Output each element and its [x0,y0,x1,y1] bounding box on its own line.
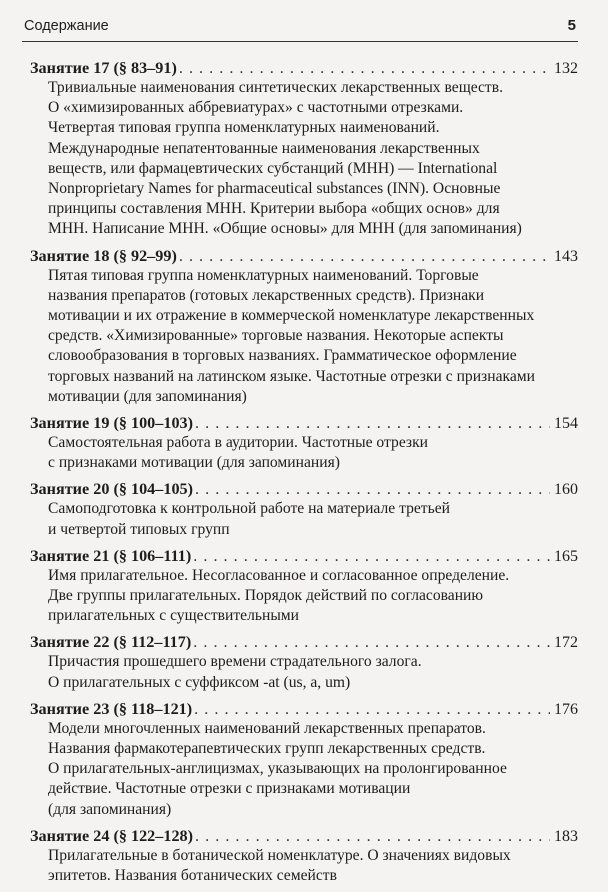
dot-leader [194,699,550,719]
toc-entry-heading [30,699,578,719]
toc-entry-heading [30,413,578,433]
description-line: Причастия прошедшего времени страдательного залога. [48,653,422,671]
running-head-title: Содержание [24,18,109,34]
toc-entry [30,246,578,407]
description-line: (для запоминания) [48,800,172,818]
description-line: Nonproprietary Names for pharmaceutical substances (INN). Основные [48,180,501,198]
lesson-title: Занятие 22 (§ 112–117) [30,633,192,652]
toc-entry [30,479,578,539]
dot-leader [195,479,550,499]
lesson-title: Занятие 19 (§ 100–103) [30,414,194,433]
lesson-page-number: 160 [554,481,578,499]
lesson-page-number: 165 [554,547,578,565]
lesson-page-number: 183 [554,827,578,845]
lesson-page-number: 154 [554,415,578,433]
lesson-page-number: 143 [554,247,578,265]
page-number: 5 [567,17,576,34]
description-line: названия препаратов (готовых лекарственных средств). Признаки [48,286,485,304]
description-line: Самостоятельная работа в аудитории. Частотные отрезки [48,434,429,452]
header-rule [22,41,578,42]
toc-entry [30,632,578,692]
description-line: Модели многочленных наименований лекарственных препаратов. [48,719,486,737]
toc-entry-heading [30,246,578,266]
lesson-title: Занятие 23 (§ 118–121) [30,699,193,718]
description-line: Названия фармакотерапевтических групп лекарственных средств. [48,740,486,758]
lesson-title: Занятие 20 (§ 104–105) [30,480,194,499]
dot-leader [179,58,550,78]
lesson-title: Занятие 21 (§ 106–111) [30,546,192,565]
toc-entry [30,58,578,240]
lesson-description [48,78,548,240]
description-line: торговых названий на латинском языке. Частотные отрезки с признаками [48,367,535,385]
running-head [22,14,578,40]
toc-entry-heading [30,632,578,652]
lesson-page-number: 132 [554,60,578,77]
description-line: МНН. Написание МНН. «Общие основы» для МНН (для запоминания) [48,220,522,238]
toc-entry-heading [30,479,578,499]
description-line: Самоподготовка к контрольной работе на материале третьей [48,500,450,518]
lesson-title: Занятие 24 (§ 122–128) [30,826,194,845]
lesson-page-number: 172 [554,634,578,652]
toc-entry-heading [30,58,578,78]
description-line: мотивации (для запоминания) [48,387,247,405]
description-line: принципы составления МНН. Критерии выбора «общих основ» для [48,200,500,218]
toc-entry-heading [30,546,578,566]
toc-entry-heading [30,826,578,846]
lesson-description [48,719,548,820]
description-line: Четвертая типовая группа номенклатурных наименований. [48,119,440,137]
dot-leader [193,632,550,652]
toc-entry [30,546,578,627]
lesson-description [48,266,548,407]
description-line: прилагательных с существительными [48,607,300,625]
description-line: веществ, или фармацевтических субстанций (МНН) — International [48,159,498,177]
description-line: с признаками мотивации (для запоминания) [48,454,340,472]
description-line: средств. «Химизированные» торговые названия. Некоторые аспекты [48,327,504,345]
lesson-title: Занятие 18 (§ 92–99) [30,246,177,265]
lesson-description [48,566,548,627]
dot-leader [195,413,550,433]
toc-entry [30,413,578,473]
description-line: Имя прилагательное. Несогласованное и согласованное определение. [48,566,510,584]
table-of-contents [30,58,578,892]
description-line: Прилагательные в ботанической номенклатуре. О значениях видовых [48,846,511,864]
description-line: О прилагательных с суффиксом -at (us, a, um) [48,673,351,691]
lesson-description [48,846,548,886]
lesson-description [48,652,548,692]
lesson-description [48,433,548,473]
dot-leader [193,546,550,566]
description-line: мотивации и их отражение в коммерческой номенклатуре лекарственных [48,307,535,325]
dot-leader [195,826,550,846]
description-line: Пятая типовая группа номенклатурных наименований. Торговые [48,266,479,284]
description-line: и четвертой типовых групп [48,520,230,538]
description-line: эпитетов. Названия ботанических семейств [48,867,337,885]
description-line: О прилагательных-англицизмах, указывающих на пролонгированное [48,760,507,778]
description-line: Международные непатентованные наименования лекарственных [48,139,480,157]
description-line: Две группы прилагательных. Порядок действий по согласованию [48,587,484,605]
lesson-page-number: 176 [554,700,578,718]
description-line: О «химизированных аббревиатурах» с частотными отрезками. [48,99,464,117]
lesson-title: Занятие 17 (§ 83–91) [30,59,177,77]
dot-leader [179,246,550,266]
description-line: Тривиальные наименования синтетических лекарственных веществ. [48,79,504,96]
description-line: действие. Частотные отрезки с признаками мотивации [48,780,411,798]
description-line: словообразования в торговых названиях. Грамматическое оформление [48,347,517,365]
toc-entry [30,826,578,886]
lesson-description [48,499,548,539]
toc-entry [30,699,578,820]
